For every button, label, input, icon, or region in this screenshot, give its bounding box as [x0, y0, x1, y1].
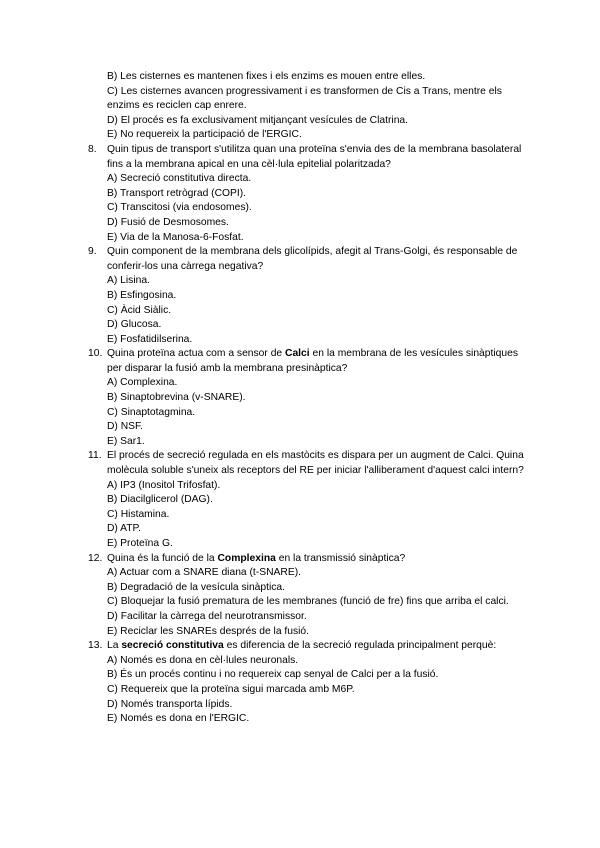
answer-option: E) Proteïna G.: [107, 538, 173, 549]
question-stem: [107, 552, 528, 567]
answer-option: E) Fosfatidilserina.: [107, 333, 193, 345]
answer-option: C) Sinaptotagmina.: [107, 406, 196, 418]
question-number: 12.: [88, 552, 103, 564]
answer-option: B) Sinaptobrevina (v-SNARE).: [107, 392, 246, 404]
question-stem-emphasis: secreció constitutiva: [121, 640, 224, 652]
question-stem-text: Quina és la funció de la: [107, 552, 218, 564]
question-item: [88, 143, 528, 172]
question-stem-text: El procés de secreció regulada en els mastòcits es dispara per un augment de Calci. Quina molècula soluble s'uneix als receptors del RE per iniciar l'alliberament d'aquest calci intern?: [107, 450, 524, 477]
question-item: [88, 347, 528, 376]
answer-option: E) Només es dona en l'ERGIC.: [107, 713, 250, 725]
answer-option: B) Degradació de la vesícula sinàptica.: [107, 581, 286, 593]
answer-option: D) NSF.: [107, 421, 144, 433]
answer-option: E) Via de la Manosa-6-Fosfat.: [107, 231, 244, 243]
answer-option: C) Àcid Siàlic.: [107, 304, 172, 316]
answer-option: C) Les cisternes avancen progressivament i es transformen de Cis a Trans, mentre els enzims es reciclen cap enrere.: [107, 85, 502, 112]
question-item: [88, 245, 528, 274]
answer-option: E) Sar1.: [107, 435, 145, 447]
question-number: 9.: [88, 246, 97, 258]
answer-option: D) Només transporta lípids.: [107, 698, 233, 710]
answer-option: C) Histamina.: [107, 508, 170, 520]
question-stem: [107, 449, 528, 478]
question-stem: [107, 639, 528, 654]
answer-option: B) Transport retrògrad (COPI).: [107, 187, 247, 199]
question-item: [88, 449, 528, 478]
answer-option: D) ATP.: [107, 523, 141, 535]
answer-option: D) El procés es fa exclusivament mitjançant vesícules de Clatrina.: [107, 114, 409, 126]
question-stem-text: es diferencia de la secreció regulada principalment perquè:: [223, 640, 497, 652]
question-list: [88, 70, 528, 727]
answer-option: B) Les cisternes es mantenen fixes i els enzims es mouen entre elles.: [107, 71, 426, 82]
question-stem-text: La: [107, 640, 122, 652]
answer-option: E) No requereix la participació de l'ERGIC.: [107, 129, 302, 141]
answer-option: A) Actuar com a SNARE diana (t-SNARE).: [107, 567, 301, 579]
question-stem-text: en la membrana de les vesícules sinàptiques per disparar la fusió amb la membrana presinàptica?: [107, 348, 518, 374]
question-number: 8.: [88, 143, 97, 155]
question-stem-text: Quin tipus de transport s'utilitza quan una proteïna s'envia des de la membrana basolateral fins a la membrana apical en una cèl·lula epitelial polaritzada?: [107, 143, 522, 170]
question-stem-text: Quina proteïna actua com a sensor de: [107, 348, 286, 360]
answer-option: C) Bloquejar la fusió prematura de les membranes (funció de fre) fins que arriba el calci.: [107, 596, 509, 608]
answer-option: D) Fusió de Desmosomes.: [107, 216, 229, 228]
question-stem-text: en la transmissió sinàptica?: [275, 552, 406, 564]
answer-option: C) Transcitosi (via endosomes).: [107, 202, 252, 214]
question-number: 10.: [88, 348, 103, 360]
answer-option: A) Lisina.: [107, 275, 150, 287]
question-stem-emphasis: Complexina: [217, 552, 276, 564]
answer-option: A) IP3 (Inositol Trifosfat).: [107, 479, 221, 491]
answer-option: E) Reciclar les SNAREs després de la fusió.: [107, 625, 310, 637]
answer-option: A) Secreció constitutiva directa.: [107, 173, 252, 185]
answer-option: B) Diacilglicerol (DAG).: [107, 494, 213, 506]
answer-option: D) Glucosa.: [107, 319, 162, 331]
question-item: [88, 552, 528, 567]
question-item: [88, 639, 528, 654]
question-stem-emphasis: Calci: [285, 348, 310, 360]
question-number: 11.: [88, 450, 102, 462]
answer-option: A) Complexina.: [107, 377, 178, 389]
question-stem-text: Quin component de la membrana dels glicolípids, afegit al Trans-Golgi, és responsable de conferir-los una càrrega negativa?: [107, 246, 518, 272]
answer-option: D) Facilitar la càrrega del neurotransmissor.: [107, 610, 307, 622]
question-stem: [107, 347, 528, 376]
question-stem: [107, 143, 528, 172]
question-stem: [107, 245, 528, 274]
answer-option: B) És un procés continu i no requereix cap senyal de Calci per a la fusió.: [107, 669, 439, 681]
answer-option: A) Només es dona en cèl·lules neuronals.: [107, 654, 299, 666]
answer-option: B) Esfingosina.: [107, 289, 177, 301]
answer-option: C) Requereix que la proteïna sigui marcada amb M6P.: [107, 683, 355, 695]
question-number: 13.: [88, 640, 103, 652]
